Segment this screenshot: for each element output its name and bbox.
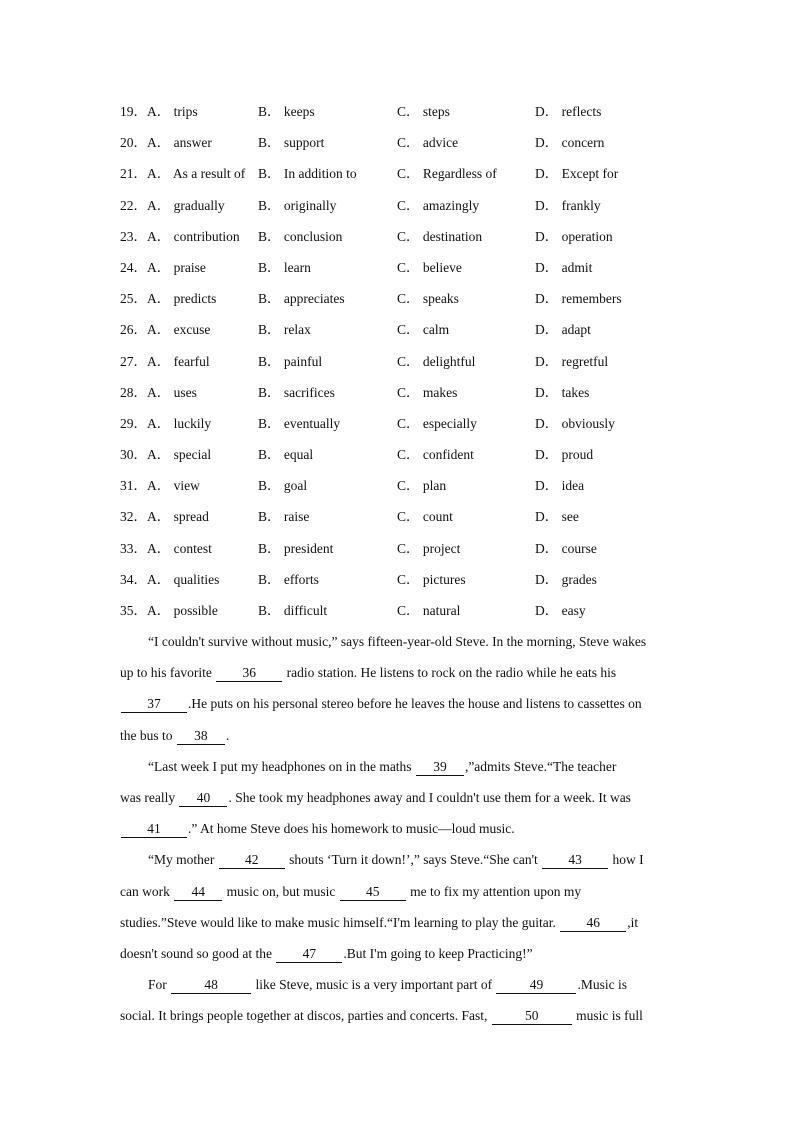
question-number: 25． xyxy=(120,291,147,307)
question-number: 35． xyxy=(120,603,147,618)
option-a: A． gradually xyxy=(147,197,225,213)
option-c: C． destination xyxy=(397,228,483,244)
option-c: C． speaks xyxy=(397,291,459,307)
option-d: D． takes xyxy=(535,384,590,400)
question-row xyxy=(120,570,680,601)
question-row xyxy=(120,445,680,476)
option-d: D． operation xyxy=(535,228,613,244)
option-b: B． support xyxy=(258,135,325,151)
option-d: D． proud xyxy=(535,447,594,463)
option-c: C． natural xyxy=(397,603,461,618)
option-a: A． trips xyxy=(147,104,198,119)
question-row xyxy=(120,196,680,227)
option-b: B． painful xyxy=(258,353,323,369)
option-b: B． relax xyxy=(258,322,311,338)
option-d: D． reflects xyxy=(535,104,602,119)
question-number: 26． xyxy=(120,322,147,338)
blank-42: 42 xyxy=(219,852,285,869)
option-a: A． luckily xyxy=(147,415,212,431)
option-b: B． goal xyxy=(258,478,308,494)
option-d: D． remembers xyxy=(535,291,622,307)
blank-50: 50 xyxy=(492,1008,572,1025)
option-a: A． possible xyxy=(147,603,218,618)
option-c: C． pictures xyxy=(397,571,466,587)
question-number: 30． xyxy=(120,447,147,463)
option-a: A． qualities xyxy=(147,571,220,587)
passage-line: “Last week I put my headphones on in the maths 39 ,”admits Steve.“The teacher xyxy=(148,758,617,774)
question-number: 33． xyxy=(120,540,147,556)
option-b: B． conclusion xyxy=(258,228,343,244)
passage-line: “My mother 42 shouts ‘Turn it down!’,” says Steve.“She can't 43 how I xyxy=(148,852,644,868)
option-a: A． contest xyxy=(147,540,212,556)
question-number: 19． xyxy=(120,104,147,119)
option-a: A． contribution xyxy=(147,228,240,244)
option-d: D． obviously xyxy=(535,415,615,431)
passage-line: up to his favorite 36 radio station. He listens to rock on the radio while he eats his xyxy=(120,665,617,681)
option-c: C． makes xyxy=(397,384,458,400)
option-d: D． see xyxy=(535,509,579,525)
option-c: C． believe xyxy=(397,259,462,275)
option-b: B． raise xyxy=(258,509,310,525)
passage-line: 41 .” At home Steve does his homework to music—loud music. xyxy=(120,819,672,850)
option-a: A． spread xyxy=(147,509,209,525)
option-b: B． originally xyxy=(258,197,337,213)
blank-45: 45 xyxy=(340,884,406,901)
question-number: 21． xyxy=(120,166,147,182)
option-b: B． president xyxy=(258,540,334,556)
blank-49: 49 xyxy=(496,977,576,994)
question-row xyxy=(120,102,680,133)
passage-line: doesn't sound so good at the 47 .But I'm going to keep Practicing!” xyxy=(120,945,533,961)
option-a: A． predicts xyxy=(147,291,217,307)
option-a: A． As a result of xyxy=(147,166,246,182)
blank-39: 39 xyxy=(416,759,464,776)
option-d: D． idea xyxy=(535,478,585,494)
passage-line: can work 44 music on, but music 45 me to fix my attention upon my xyxy=(120,883,582,899)
blank-48: 48 xyxy=(171,977,251,994)
question-number: 22． xyxy=(120,197,147,213)
option-d: D． frankly xyxy=(535,197,601,213)
option-b: B． keeps xyxy=(258,104,315,119)
option-d: D． concern xyxy=(535,135,605,151)
passage-line: For 48 like Steve, music is a very important part of 49 .Music is xyxy=(148,977,627,993)
blank-41: 41 xyxy=(121,821,187,838)
option-a: A． praise xyxy=(147,259,206,275)
question-row xyxy=(120,258,680,289)
blank-44: 44 xyxy=(174,884,222,901)
option-c: C． calm xyxy=(397,322,450,338)
option-b: B． sacrifices xyxy=(258,384,335,400)
blank-37: 37 xyxy=(121,696,187,713)
passage-line: was really 40 . She took my headphones away and I couldn't use them for a week. It was xyxy=(120,789,631,805)
option-d: D． course xyxy=(535,540,597,556)
blank-47: 47 xyxy=(276,946,342,963)
blank-43: 43 xyxy=(542,852,608,869)
option-b: B． learn xyxy=(258,259,311,275)
option-c: C． Regardless of xyxy=(397,166,497,182)
question-number: 29． xyxy=(120,415,147,431)
passage-line: social. It brings people together at discos, parties and concerts. Fast, 50 music is full xyxy=(120,1008,643,1024)
option-b: B． efforts xyxy=(258,571,319,587)
question-number: 28． xyxy=(120,384,147,400)
option-c: C． project xyxy=(397,540,461,556)
option-d: D． Except for xyxy=(535,166,619,182)
question-row xyxy=(120,414,680,445)
question-row xyxy=(120,227,680,258)
option-a: A． answer xyxy=(147,135,212,151)
option-d: D． easy xyxy=(535,603,586,618)
reading-passage xyxy=(120,632,672,1037)
option-c: C． steps xyxy=(397,104,450,119)
question-row xyxy=(120,320,680,351)
option-c: C． delightful xyxy=(397,353,476,369)
option-d: D． regretful xyxy=(535,353,609,369)
option-c: C． confident xyxy=(397,447,474,463)
option-c: C． count xyxy=(397,509,453,525)
question-row xyxy=(120,289,680,320)
passage-line: “I couldn't survive without music,” says fifteen-year-old Steve. In the morning, Steve wakes xyxy=(148,634,647,649)
option-b: B． In addition to xyxy=(258,166,357,182)
question-number: 20． xyxy=(120,135,147,151)
question-row xyxy=(120,601,680,632)
question-row xyxy=(120,133,680,164)
option-a: A． fearful xyxy=(147,353,210,369)
option-b: B． difficult xyxy=(258,603,328,618)
option-d: D． admit xyxy=(535,259,593,275)
option-a: A． view xyxy=(147,478,200,494)
question-number: 31． xyxy=(120,478,147,494)
blank-36: 36 xyxy=(216,665,282,682)
question-row xyxy=(120,352,680,383)
passage-line: 37 .He puts on his personal stereo before he leaves the house and listens to cassettes on xyxy=(120,694,672,725)
option-c: C． advice xyxy=(397,135,459,151)
option-d: D． grades xyxy=(535,571,597,587)
option-b: B． eventually xyxy=(258,415,341,431)
option-b: B． appreciates xyxy=(258,291,345,307)
question-row xyxy=(120,383,680,414)
blank-40: 40 xyxy=(179,790,227,807)
option-a: A． excuse xyxy=(147,322,211,338)
question-number: 32． xyxy=(120,509,147,525)
passage-line: the bus to 38 . xyxy=(120,727,230,743)
question-row xyxy=(120,539,680,570)
question-number: 27． xyxy=(120,353,147,369)
question-number: 24． xyxy=(120,259,147,275)
option-d: D． adapt xyxy=(535,322,591,338)
option-c: C． plan xyxy=(397,478,447,494)
question-row xyxy=(120,476,680,507)
passage-line: studies.”Steve would like to make music himself.“I'm learning to play the guitar. 46 ,it xyxy=(120,914,639,930)
blank-46: 46 xyxy=(560,915,626,932)
option-c: C． especially xyxy=(397,415,477,431)
question-row xyxy=(120,164,680,195)
question-list xyxy=(120,102,680,632)
option-b: B． equal xyxy=(258,447,314,463)
question-row xyxy=(120,507,680,538)
option-c: C． amazingly xyxy=(397,197,480,213)
option-a: A． special xyxy=(147,447,212,463)
question-number: 23． xyxy=(120,228,147,244)
blank-38: 38 xyxy=(177,728,225,745)
option-a: A． uses xyxy=(147,384,197,400)
question-number: 34． xyxy=(120,571,147,587)
